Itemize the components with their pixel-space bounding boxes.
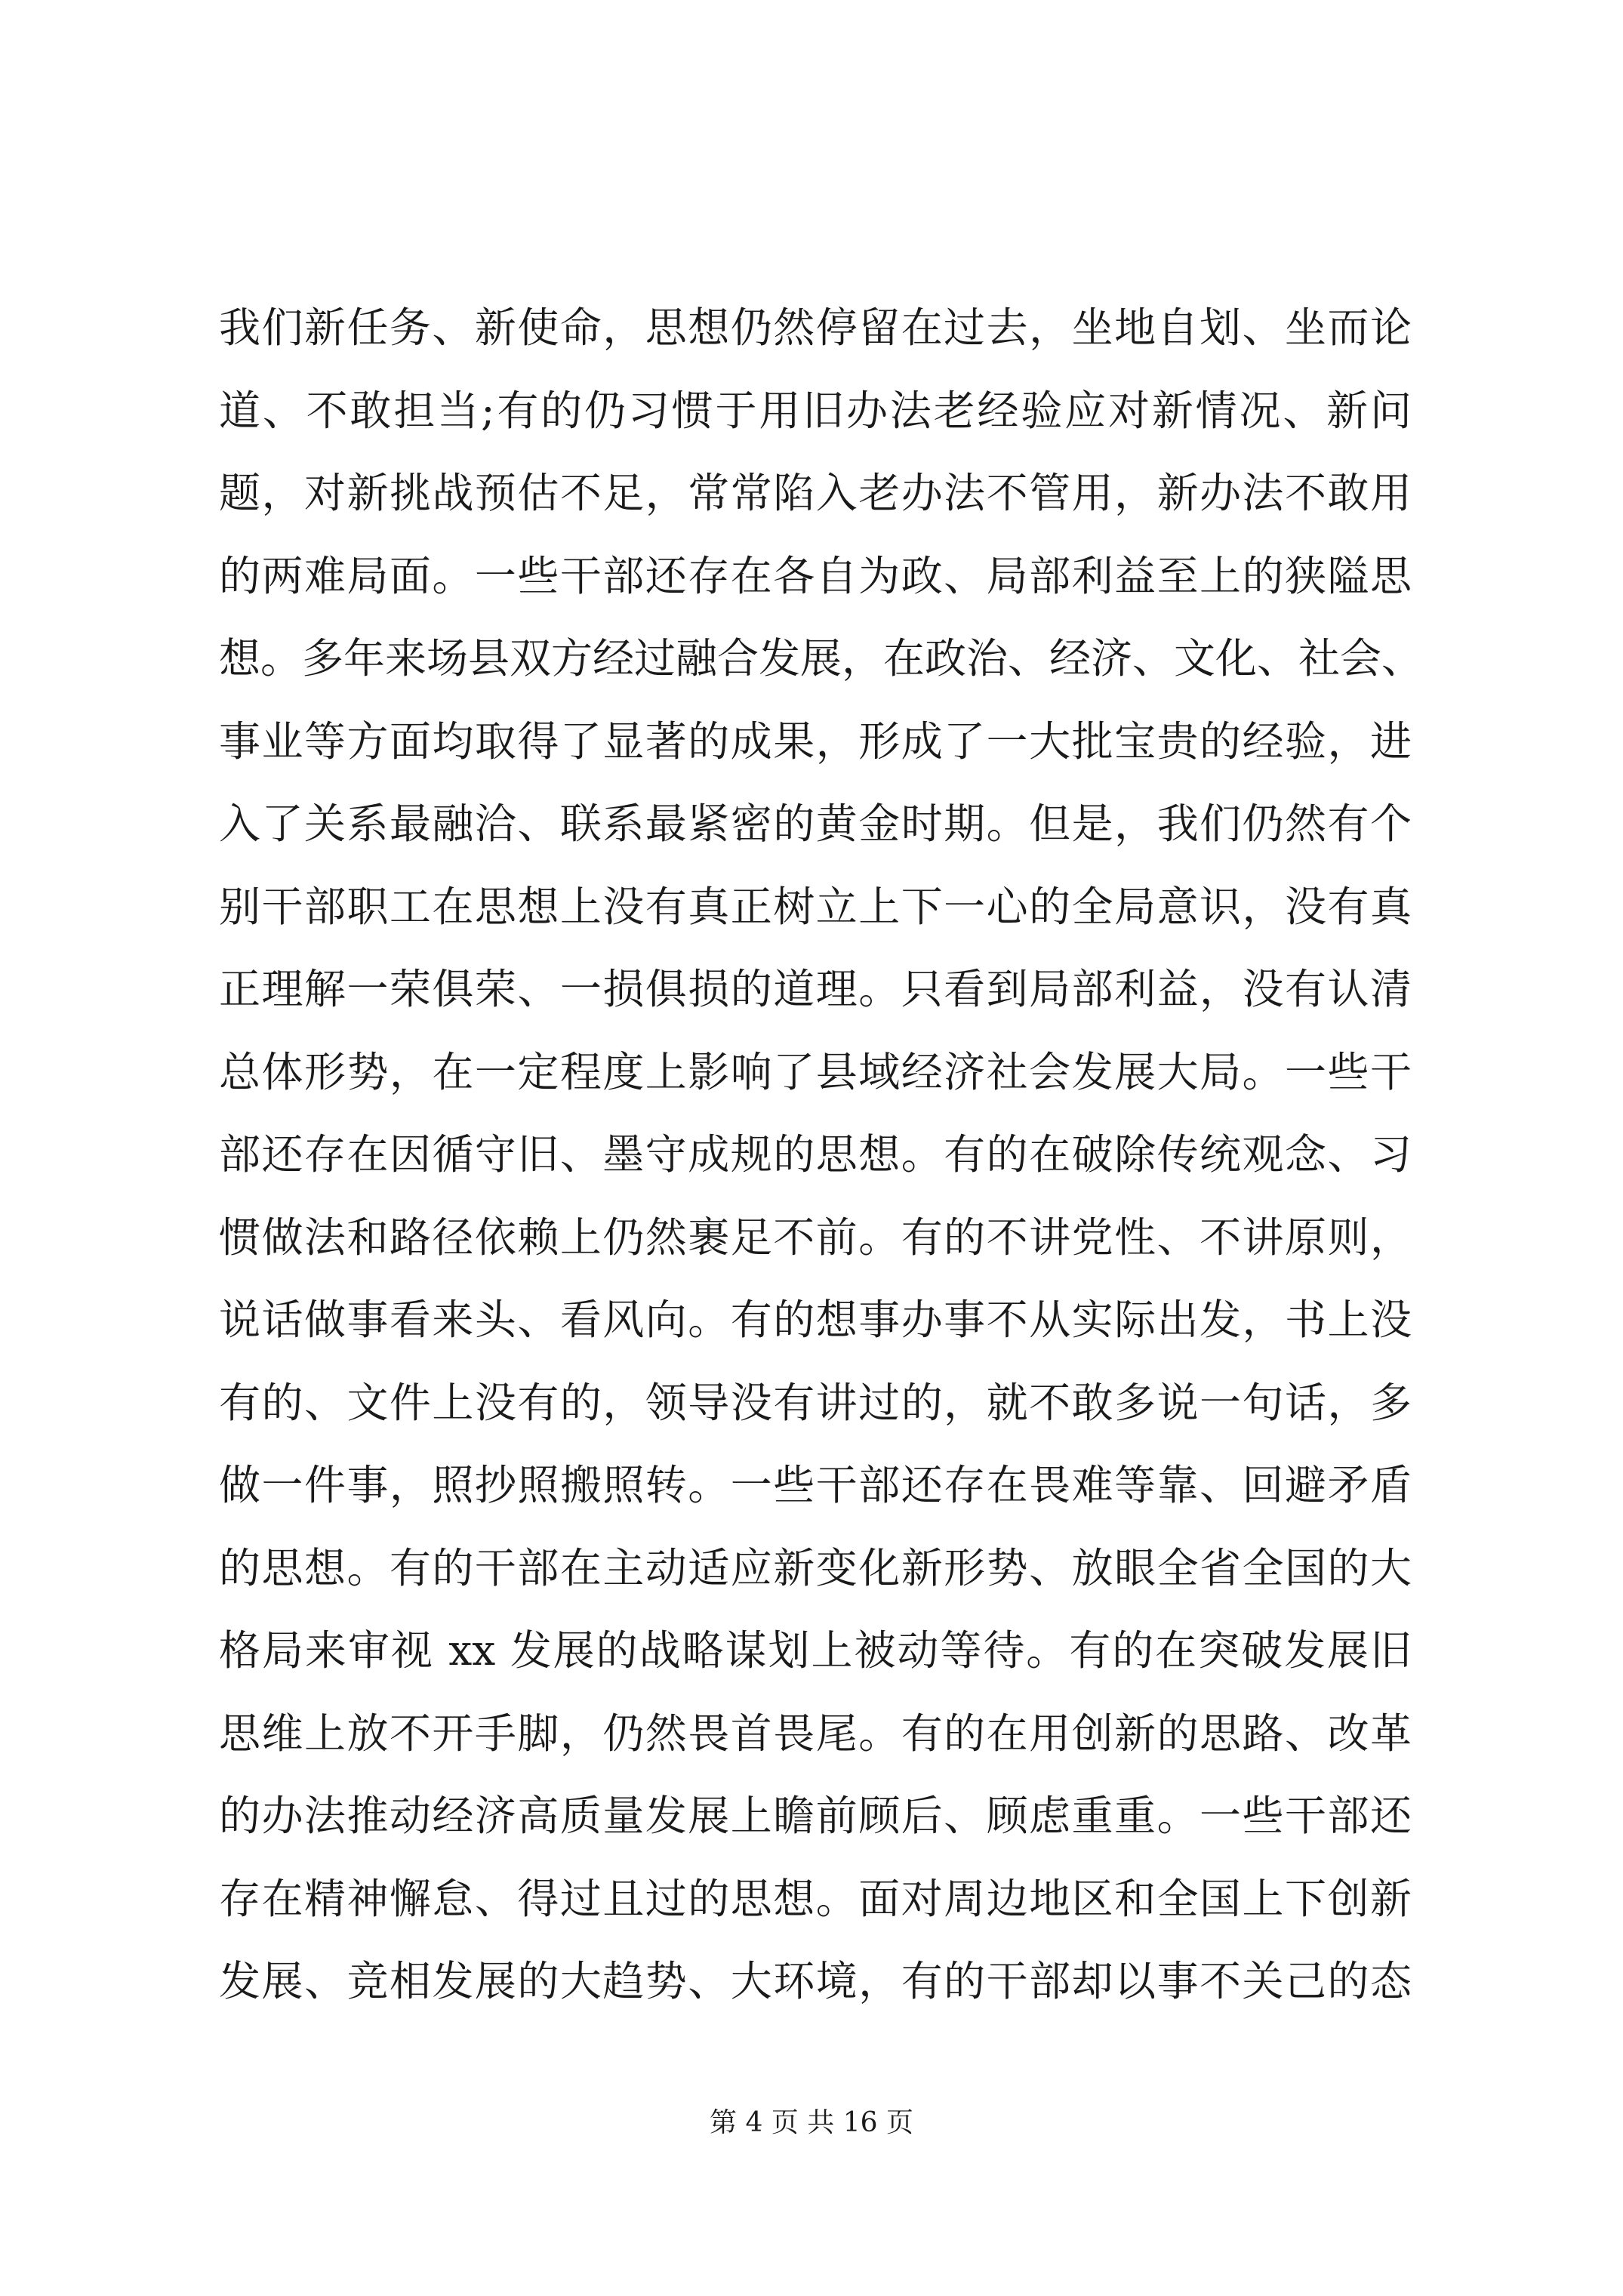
text-line: 惯做法和路径依赖上仍然裹足不前。有的不讲党性、不讲原则， bbox=[219, 1213, 1412, 1262]
text-line: 有的、文件上没有的，领导没有讲过的，就不敢多说一句话，多 bbox=[219, 1378, 1412, 1427]
text-line: 做一件事，照抄照搬照转。一些干部还存在畏难等靠、回避矛盾 bbox=[219, 1461, 1412, 1509]
text-line: 事业等方面均取得了显著的成果，形成了一大批宝贵的经验，进 bbox=[219, 717, 1412, 766]
body-text bbox=[219, 287, 1424, 2023]
text-line: 存在精神懈怠、得过且过的思想。面对周边地区和全国上下创新 bbox=[219, 1874, 1412, 1923]
text-line: 的办法推动经济高质量发展上瞻前顾后、顾虑重重。一些干部还 bbox=[219, 1792, 1412, 1840]
text-line: 的思想。有的干部在主动适应新变化新形势、放眼全省全国的大 bbox=[219, 1543, 1412, 1592]
text-line: 题，对新挑战预估不足，常常陷入老办法不管用，新办法不敢用 bbox=[219, 469, 1412, 517]
text-line: 入了关系最融洽、联系最紧密的黄金时期。但是，我们仍然有个 bbox=[219, 800, 1412, 848]
text-line: 想。多年来场县双方经过融合发展，在政治、经济、文化、社会、 bbox=[219, 634, 1424, 683]
text-line: 正理解一荣俱荣、一损俱损的道理。只看到局部利益，没有认清 bbox=[219, 965, 1412, 1013]
text-line: 说话做事看来头、看风向。有的想事办事不从实际出发，书上没 bbox=[219, 1296, 1412, 1344]
text-line: 别干部职工在思想上没有真正树立上下一心的全局意识，没有真 bbox=[219, 882, 1412, 931]
text-line: 的两难局面。一些干部还存在各自为政、局部利益至上的狭隘思 bbox=[219, 551, 1412, 600]
text-line: 发展、竞相发展的大趋势、大环境，有的干部却以事不关己的态 bbox=[219, 1957, 1412, 2005]
text-line: 格局来审视 xx 发展的战略谋划上被动等待。有的在突破发展旧 bbox=[219, 1626, 1412, 1675]
text-line: 我们新任务、新使命，思想仍然停留在过去，坐地自划、坐而论 bbox=[219, 304, 1412, 352]
text-line: 总体形势，在一定程度上影响了县域经济社会发展大局。一些干 bbox=[219, 1047, 1412, 1096]
text-line: 部还存在因循守旧、墨守成规的思想。有的在破除传统观念、习 bbox=[219, 1130, 1412, 1179]
page-number-footer: 第 4 页 共 16 页 bbox=[710, 2107, 913, 2138]
text-line: 思维上放不开手脚，仍然畏首畏尾。有的在用创新的思路、改革 bbox=[219, 1709, 1412, 1758]
text-line: 道、不敢担当;有的仍习惯于用旧办法老经验应对新情况、新问 bbox=[219, 386, 1412, 435]
